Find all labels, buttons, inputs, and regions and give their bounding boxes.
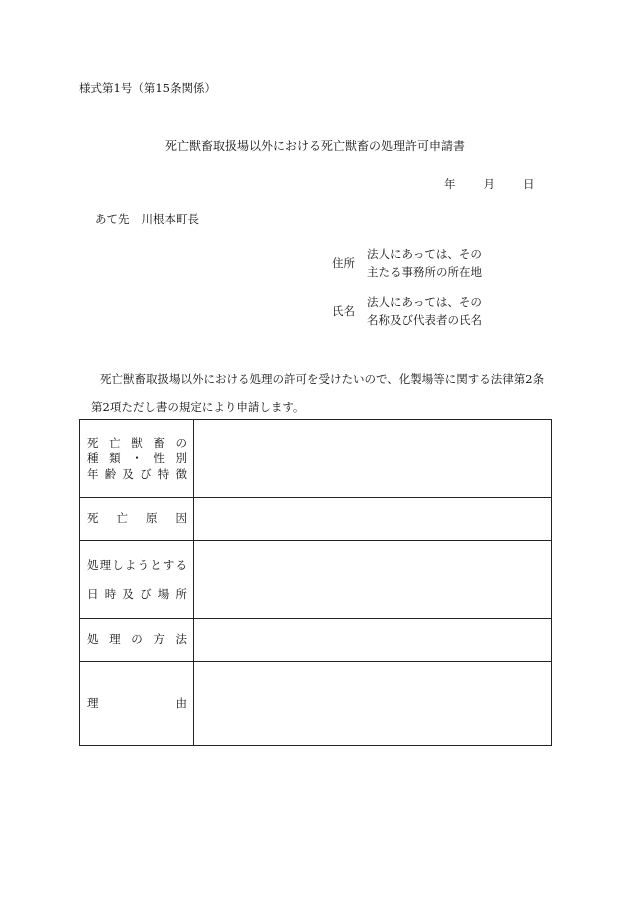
label-char: す (162, 557, 175, 572)
label-char: び (140, 466, 152, 481)
label-char: 年 (87, 466, 99, 481)
label-line (80, 467, 193, 483)
label-char: 畜 (153, 435, 165, 450)
value-reason[interactable] (194, 662, 552, 746)
addressee-label: あて先 (95, 212, 130, 226)
label-char: 徴 (175, 466, 187, 481)
label-char: の (131, 632, 143, 647)
application-form-table (79, 419, 552, 746)
label-line (80, 436, 193, 452)
label-char: 獣 (131, 435, 143, 450)
table-row-datetime-place (80, 541, 552, 619)
form-number: 様式第1号（第15条関係） (79, 81, 216, 95)
table-row-reason (80, 662, 552, 746)
label-char: 及 (122, 466, 134, 481)
label-char: 特 (157, 466, 170, 481)
table-row-animal-details (80, 420, 552, 498)
address-note-line2: 主たる事務所の所在地 (367, 265, 482, 279)
label-char: 法 (175, 632, 187, 647)
date-day: 日 (523, 177, 535, 191)
label-char: 方 (153, 632, 165, 647)
label-char: 因 (175, 511, 187, 526)
label-char: 類 (109, 451, 121, 466)
label-char: ・ (131, 451, 143, 466)
label-line (80, 632, 193, 648)
value-cause-of-death[interactable] (194, 498, 552, 541)
label-char: 死 (87, 511, 99, 526)
label-char: 時 (104, 586, 117, 601)
label-cause-of-death (80, 498, 194, 541)
label-char: よ (124, 557, 137, 572)
address-note-line1: 法人にあっては、その (367, 247, 482, 261)
address-label: 住所 (332, 256, 355, 270)
date-month: 月 (483, 177, 495, 191)
label-line (80, 696, 193, 712)
value-datetime-place[interactable] (194, 541, 552, 619)
label-char: 亡 (116, 511, 128, 526)
table-row-cause-of-death (80, 498, 552, 541)
label-char: 由 (175, 695, 187, 710)
value-method[interactable] (194, 619, 552, 662)
label-char: 場 (157, 586, 170, 601)
label-char: 処 (87, 632, 99, 647)
date-year: 年 (444, 177, 456, 191)
addressee (95, 211, 199, 227)
label-char: し (112, 557, 124, 572)
label-char: う (137, 557, 150, 572)
label-char: 理 (109, 632, 121, 647)
label-char: 理 (99, 557, 112, 572)
label-char: 齢 (104, 466, 117, 481)
label-char: 死 (87, 435, 99, 450)
name-note-line1: 法人にあっては、その (367, 295, 482, 309)
label-line (80, 580, 193, 609)
addressee-name: 川根本町長 (141, 212, 199, 226)
label-char: と (150, 557, 162, 572)
body-text-line2: 第2項ただし書の規定により申請します。 (91, 400, 305, 414)
date-line (444, 176, 535, 192)
table-row-method (80, 619, 552, 662)
name-note (367, 293, 482, 329)
label-char: 所 (175, 586, 187, 601)
label-char: の (175, 435, 187, 450)
label-char: 日 (87, 586, 99, 601)
label-char: 及 (122, 586, 134, 601)
label-char: び (140, 586, 152, 601)
label-reason (80, 662, 194, 746)
label-char: 原 (146, 511, 158, 526)
label-datetime-place (80, 541, 194, 619)
body-text-line1: 死亡獣畜取扱場以外における処理の許可を受けたいので、化製場等に関する法律第2条 (100, 372, 545, 386)
document-title: 死亡獣畜取扱場以外における死亡獣畜の処理許可申請書 (164, 139, 465, 153)
label-char: 亡 (109, 435, 121, 450)
label-line (80, 511, 193, 527)
value-animal-details[interactable] (194, 420, 552, 498)
label-char: 性 (153, 451, 165, 466)
label-char: 処 (87, 557, 99, 572)
label-animal-details (80, 420, 194, 498)
label-char: る (175, 557, 187, 572)
label-char: 理 (87, 695, 99, 710)
label-char: 種 (87, 451, 99, 466)
label-line (80, 551, 193, 580)
name-label: 氏名 (332, 304, 355, 318)
address-note (367, 245, 482, 281)
label-char: 別 (175, 451, 187, 466)
label-method (80, 619, 194, 662)
name-note-line2: 名称及び代表者の氏名 (367, 313, 482, 327)
label-line (80, 451, 193, 467)
